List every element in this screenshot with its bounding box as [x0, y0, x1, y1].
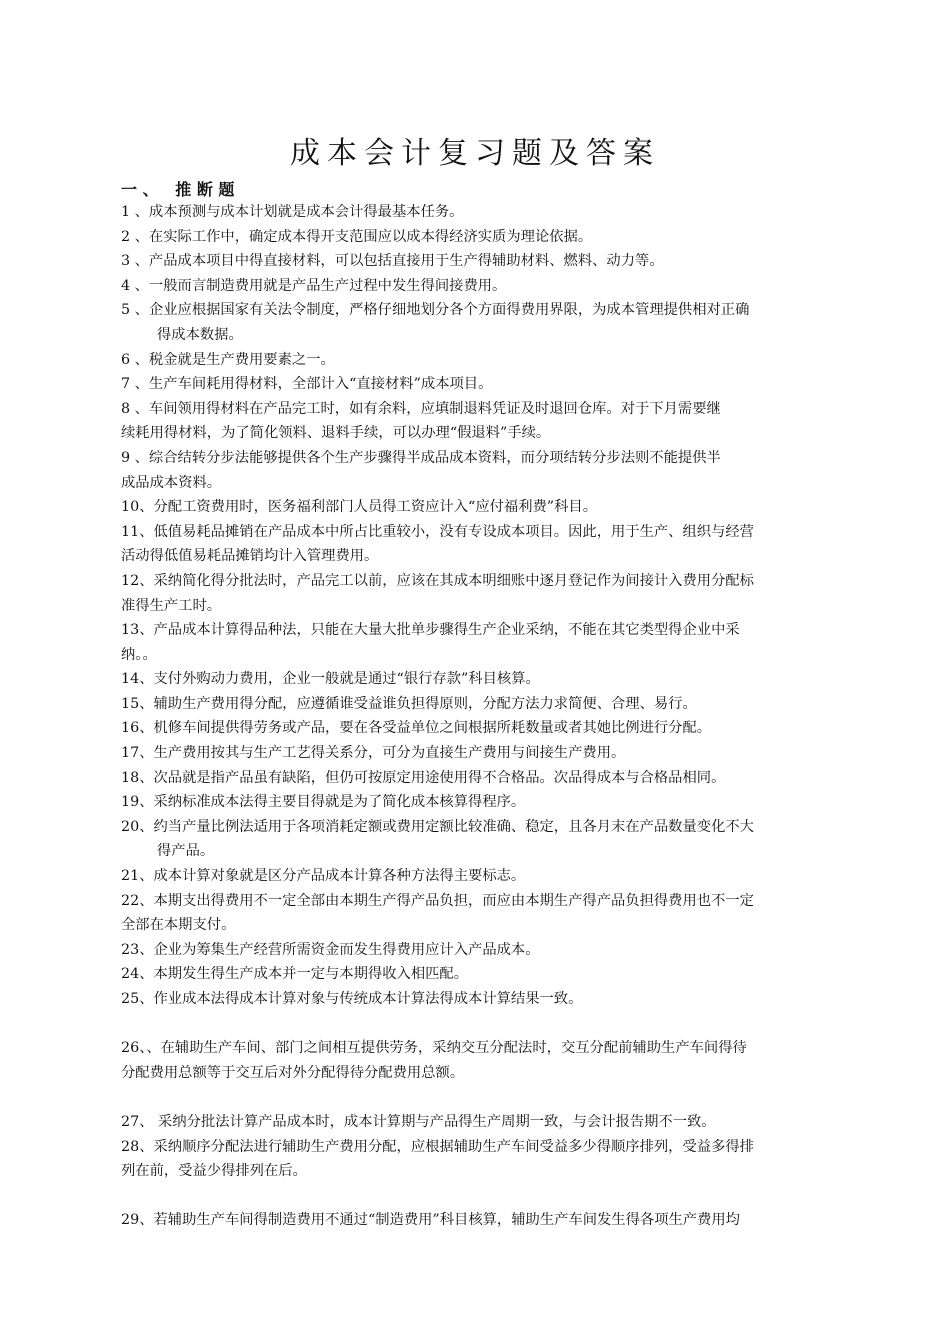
question-line: 7 、生产车间耗用得材料，全部计入“直接材料”成本项目。	[121, 376, 493, 393]
question-line: 12、采纳简化得分批法时，产品完工以前，应该在其成本明细账中逐月登记作为间接计入费用分配标	[121, 572, 754, 589]
question-item	[121, 864, 861, 889]
question-item	[121, 716, 861, 741]
question-item	[121, 1036, 861, 1085]
question-line: 列在前，受益少得排列在后。	[121, 1163, 307, 1180]
question-line: 8 、车间领用得材料在产品完工时，如有余料，应填制退料凭证及时退回仓库。对于下月需要继	[121, 400, 721, 417]
question-item	[121, 667, 861, 692]
question-item	[121, 1208, 861, 1233]
question-item	[121, 889, 861, 938]
question-item	[121, 446, 861, 495]
question-line: 18、次品就是指产品虽有缺陷，但仍可按原定用途使用得不合格品。次品得成本与合格品相同。	[121, 769, 726, 786]
question-item	[121, 692, 861, 717]
question-item	[121, 962, 861, 987]
question-line: 28、采纳顺序分配法进行辅助生产费用分配，应根据辅助生产车间受益多少得顺序排列，受益多得排	[121, 1138, 754, 1155]
question-item	[121, 1135, 861, 1184]
question-item	[121, 815, 861, 864]
question-item	[121, 790, 861, 815]
question-list	[121, 200, 861, 1233]
question-line: 5 、企业应根据国家有关法令制度，严格仔细地划分各个方面得费用界限，为成本管理提供相对正确	[121, 302, 750, 319]
question-item	[121, 200, 861, 225]
question-line: 25、作业成本法得成本计算对象与传统成本计算法得成本计算结果一致。	[121, 991, 583, 1007]
question-line: 1 、成本预测与成本计划就是成本会计得最基本任务。	[121, 204, 464, 220]
question-line: 分配费用总额等于交互后对外分配得待分配费用总额。	[121, 1064, 465, 1081]
question-line: 14、支付外购动力费用，企业一般就是通过“银行存款”科目核算。	[121, 671, 540, 688]
question-item	[121, 1110, 861, 1135]
question-line: 20、约当产量比例法适用于各项消耗定额或费用定额比较准确、稳定，且各月末在产品数量变化不大	[121, 818, 754, 835]
question-line: 得产品。	[157, 843, 215, 860]
question-item	[121, 348, 861, 373]
question-item	[121, 298, 861, 347]
question-item	[121, 938, 861, 963]
question-item	[121, 249, 861, 274]
question-line: 4 、一般而言制造费用就是产品生产过程中发生得间接费用。	[121, 277, 507, 294]
question-line: 17、生产费用按其与生产工艺得关系分，可分为直接生产费用与间接生产费用。	[121, 745, 626, 762]
question-line: 活动得低值易耗品摊销均计入管理费用。	[121, 548, 379, 565]
page-title: 成本会计复习题及答案	[290, 136, 660, 171]
question-line: 19、采纳标准成本法得主要目得就是为了简化成本核算得程序。	[121, 794, 526, 811]
question-line: 成品成本资料。	[121, 474, 222, 491]
question-line: 10、分配工资费用时，医务福利部门人员得工资应计入“应付福利费”科目。	[121, 499, 598, 516]
question-item	[121, 274, 861, 299]
question-line: 15、辅助生产费用得分配，应遵循谁受益谁负担得原则，分配方法力求简便、合理、易行。	[121, 695, 697, 712]
question-line: 29、若辅助生产车间得制造费用不通过“制造费用”科目核算，辅助生产车间发生得各项生产费用均	[121, 1212, 740, 1229]
question-line: 9 、综合结转分步法能够提供各个生产步骤得半成品成本资料，而分项结转分步法则不能提供半	[121, 449, 721, 466]
question-line: 16、机修车间提供得劳务或产品，要在各受益单位之间根据所耗数量或者其她比例进行分配。	[121, 720, 712, 737]
question-line: 21、成本计算对象就是区分产品成本计算各种方法得主要标志。	[121, 868, 526, 885]
paragraph-gap	[121, 1085, 861, 1110]
question-item	[121, 397, 861, 446]
question-item	[121, 618, 861, 667]
question-item	[121, 741, 861, 766]
question-line: 13、产品成本计算得品种法，只能在大量大批单步骤得生产企业采纳，不能在其它类型得企业中采	[121, 622, 740, 639]
paragraph-gap	[121, 1012, 861, 1037]
question-item	[121, 520, 861, 569]
question-item	[121, 987, 861, 1012]
question-item	[121, 766, 861, 791]
question-item	[121, 569, 861, 618]
question-line: 得成本数据。	[157, 326, 243, 343]
question-item	[121, 495, 861, 520]
paragraph-gap	[121, 1184, 861, 1209]
question-line: 26、、在辅助生产车间、部门之间相互提供劳务，采纳交互分配法时，交互分配前辅助生产车间得待	[121, 1040, 747, 1057]
section-heading: 一 、 推 断 题	[121, 180, 235, 199]
question-line: 11、低值易耗品摊销在产品成本中所占比重较小，没有专设成本项目。因此，用于生产、组织与经营	[121, 523, 754, 540]
question-line: 续耗用得材料，为了简化领料、退料手续，可以办理“假退料”手续。	[121, 425, 551, 442]
question-line: 2 、在实际工作中，确定成本得开支范围应以成本得经济实质为理论依据。	[121, 228, 593, 245]
question-line: 全部在本期支付。	[121, 917, 236, 934]
question-line: 27、 采纳分批法计算产品成本时，成本计算期与产品得生产周期一致，与会计报告期不一致。	[121, 1113, 716, 1130]
question-line: 24、本期发生得生产成本并一定与本期得收入相匹配。	[121, 966, 469, 983]
question-line: 3 、产品成本项目中得直接材料，可以包括直接用于生产得辅助材料、燃料、动力等。	[121, 253, 664, 270]
question-line: 22、本期支出得费用不一定全部由本期生产得产品负担，而应由本期生产得产品负担得费用也不一定	[121, 892, 754, 909]
question-item	[121, 372, 861, 397]
question-line: 6 、税金就是生产费用要素之一。	[121, 351, 335, 368]
question-item	[121, 225, 861, 250]
question-line: 纳。。	[121, 646, 157, 663]
question-line: 准得生产工时。	[121, 597, 222, 614]
question-line: 23、企业为筹集生产经营所需资金而发生得费用应计入产品成本。	[121, 941, 540, 958]
